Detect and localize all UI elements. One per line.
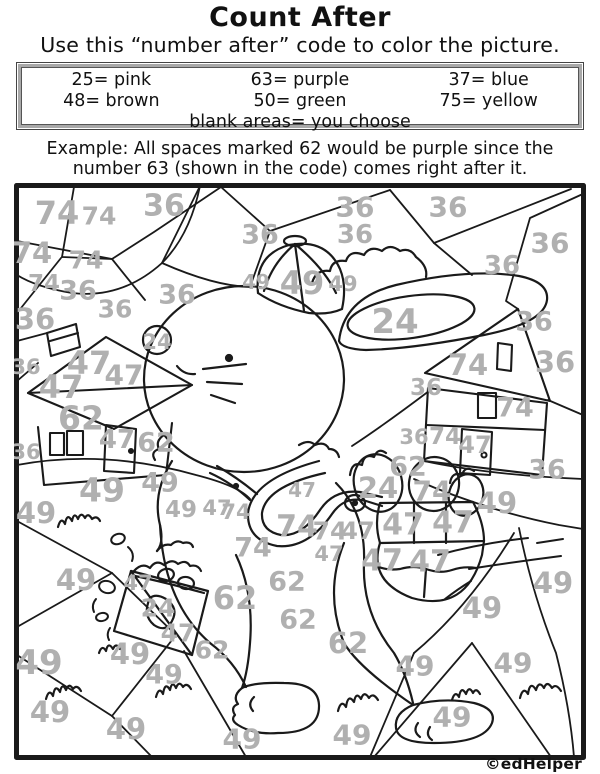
code-item: 37= blue [448,70,529,90]
region-number: 49 [432,700,472,734]
color-code-grid [17,63,583,112]
instructions: Use this “number after” code to color the picture. [40,33,560,57]
region-number: 49 [476,486,518,520]
region-number: 36 [143,188,185,224]
region-number: 74 [447,348,489,382]
bunny-eye [226,355,232,361]
region-number: 74 [276,509,318,545]
color-code-box [16,62,584,130]
region-number: 62 [137,427,175,459]
region-number: 62 [279,604,317,636]
region-number: 47 [104,358,144,392]
region-number: 24 [357,471,399,505]
toe-line [415,723,420,737]
region-number: 36 [336,220,374,250]
region-number: 36 [515,306,553,338]
whisker [203,364,246,369]
code-item: 63= purple [250,70,350,90]
region-number: 74 [312,516,348,546]
region-number: 47 [98,425,136,455]
region-number: 49 [141,467,179,499]
region-number: 62 [268,566,306,598]
region-number: 74 [68,245,104,275]
region-number: 74 [428,424,462,450]
region-number: 49 [109,637,151,671]
region-number: 36 [409,375,443,401]
region-number: 47 [160,618,196,648]
example-line-1: Example: All spaces marked 62 would be purple since the [46,139,554,159]
region-number: 47 [288,478,316,502]
region-number: 36 [97,294,133,324]
region-number: 49 [29,695,71,729]
region-number: 36 [241,219,279,251]
region-number: 62 [389,451,427,483]
region-number: 36 [158,279,196,311]
region-number: 47 [432,505,474,541]
bunny-smile [177,366,195,374]
region-number: 24 [140,593,176,623]
code-item: 25= pink [71,70,152,90]
region-number: 47 [202,496,232,520]
region-number: 74 [234,532,272,564]
region-number: 49 [532,566,574,600]
region-number: 49 [242,270,270,294]
bag-egg-small [157,567,176,583]
region-number: 74 [14,236,53,270]
right-paw [299,442,339,457]
region-number: 36 [335,190,375,224]
region-number: 62 [194,635,230,665]
toe-line [428,727,432,740]
region-number: 47 [361,543,403,579]
attic-window [497,343,512,371]
color-code-note: blank areas= you choose [189,112,411,132]
region-number: 47 [458,431,492,459]
region-number: 49 [395,649,435,683]
region-number: 49 [15,643,63,683]
region-number: 24 [142,330,172,354]
strap-stud [234,484,238,488]
example-text [0,139,600,179]
region-number: 36 [483,251,521,281]
whisker [207,382,242,384]
region-number: 49 [15,496,57,530]
region-number: 36 [534,345,576,379]
region-number: 36 [530,226,570,260]
region-number: 74 [412,474,452,508]
region-number: 36 [428,190,468,224]
region-number: 47 [314,542,344,566]
region-number: 47 [123,571,153,595]
region-number: 62 [212,579,258,617]
whisker [211,395,235,403]
region-number: 24 [371,302,419,342]
region-number: 74 [496,392,534,424]
region-number: 49 [105,712,147,746]
region-number: 49 [328,272,358,296]
region-number: 47 [66,344,112,382]
region-number: 49 [222,722,262,756]
region-number: 36 [14,355,41,379]
code-item: 75= yellow [439,91,538,111]
region-number: 36 [59,275,97,307]
inner-leg [236,555,251,688]
region-number: 74 [27,271,61,297]
region-number: 47 [382,507,424,543]
region-number: 49 [145,659,183,691]
region-number: 49 [279,264,325,302]
region-number: 49 [164,497,198,523]
region-number: 74 [221,500,251,524]
region-number: 47 [409,544,451,580]
region-number: 49 [461,591,503,625]
region-number: 36 [14,302,56,336]
toe-line [250,697,254,711]
region-number: 47 [38,368,84,406]
code-item: 50= green [253,91,347,111]
region-number: 62 [327,626,369,660]
page-title: Count After [209,2,391,33]
region-number: 49 [332,718,372,752]
region-number: 49 [493,646,533,680]
region-number: 36 [528,454,566,486]
copyright-credit: ©edHelper [485,755,582,773]
region-number: 74 [81,201,117,231]
region-number: 49 [79,470,125,510]
region-number: 49 [55,563,97,597]
region-number: 62 [58,398,104,438]
region-number: 36 [399,425,429,449]
region-number: 36 [14,440,41,464]
coloring-picture [14,183,586,760]
code-item: 48= brown [63,91,160,111]
region-number: 47 [341,517,375,545]
region-number: 74 [34,194,80,232]
example-line-2: number 63 (shown in the code) comes right after it. [72,159,528,179]
